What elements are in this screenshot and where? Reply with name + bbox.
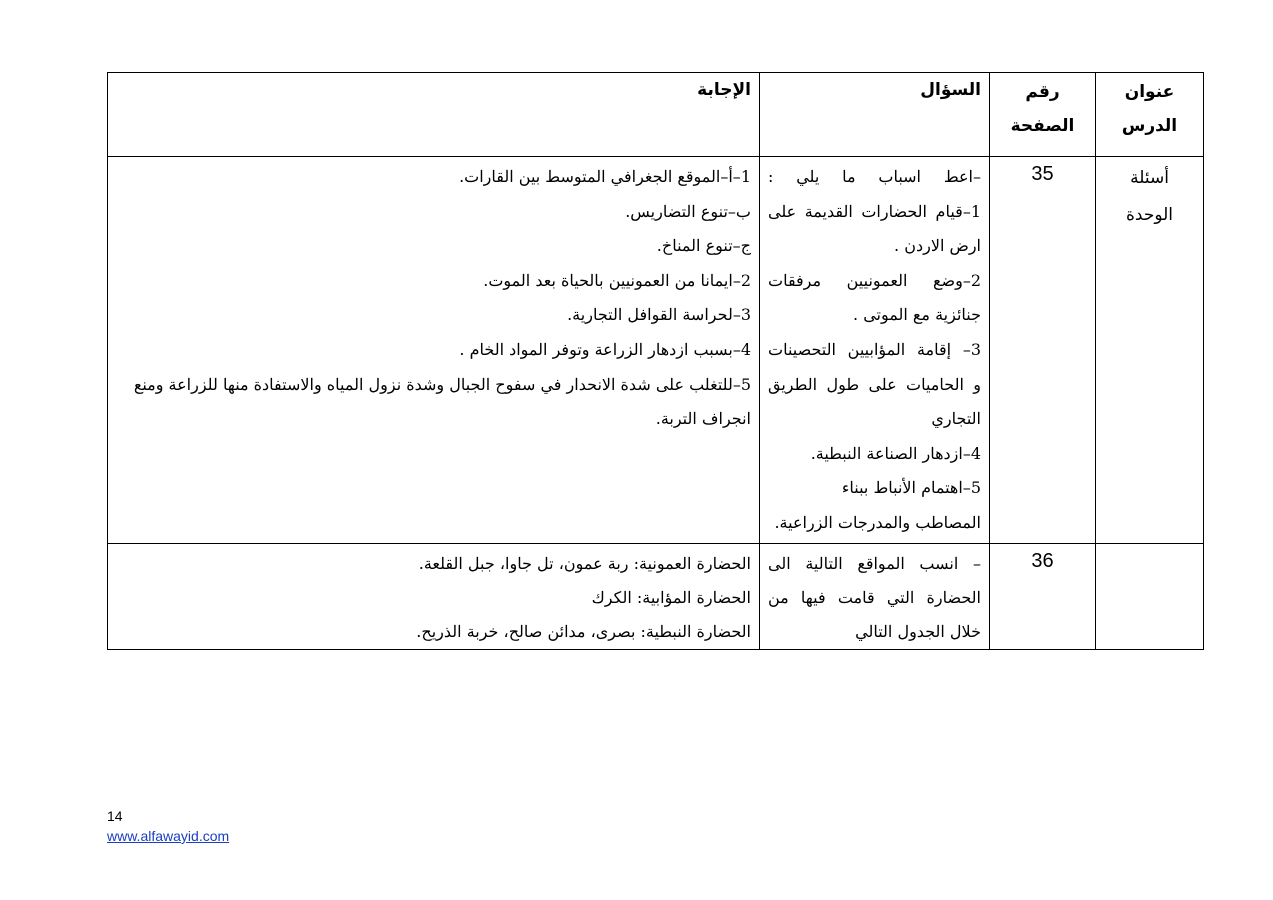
question-line: المصاطب والمدرجات الزراعية. — [774, 512, 981, 532]
question-line: الحضارة التي قامت فيها من — [768, 588, 981, 607]
question-line: –اعط اسباب ما يلي : — [768, 167, 981, 186]
lesson-table — [107, 72, 1204, 650]
question-cell — [760, 157, 990, 544]
page-number: 14 — [107, 808, 123, 824]
answer-line: ج–تنوع المناخ. — [656, 236, 751, 256]
lesson-title-line1: أسئلة — [1130, 168, 1169, 188]
question-line: 5–اهتمام الأنباط ببناء — [841, 478, 981, 498]
question-line: 1–قيام الحضارات القديمة على — [768, 201, 981, 221]
answer-line: 3–لحراسة القوافل التجارية. — [567, 305, 751, 325]
question-line: و الحاميات على طول الطريق — [768, 374, 981, 394]
answer-line: 5–للتغلب على شدة الانحدار في سفوح الجبال وشدة نزول المياه والاستفادة منها للزراعة ومنع — [133, 374, 751, 394]
header-lesson-title-line1: عنوان — [1124, 82, 1175, 102]
answer-line: الحضارة المؤابية: الكرك — [591, 588, 751, 607]
lesson-title-line2: الوحدة — [1125, 205, 1174, 225]
table-header-row — [108, 73, 1204, 157]
question-line: جنائزية مع الموتى . — [853, 305, 981, 325]
lesson-title-cell — [1096, 157, 1204, 544]
question-line: – انسب المواقع التالية الى — [768, 554, 981, 573]
question-line: ارض الاردن . — [894, 236, 981, 256]
question-line: التجاري — [931, 409, 981, 429]
answer-cell — [108, 157, 760, 544]
answer-line: 2–ايمانا من العمونيين بالحياة بعد الموت. — [483, 270, 751, 290]
question-line: خلال الجدول التالي — [855, 622, 981, 641]
answer-line: 1–أ–الموقع الجغرافي المتوسط بين القارات. — [459, 167, 751, 186]
lesson-title-cell — [1096, 544, 1204, 650]
header-lesson-title — [1096, 73, 1204, 157]
header-page-line1: رقم — [1025, 82, 1060, 102]
question-line: 4–ازدهار الصناعة النبطية. — [810, 443, 981, 463]
answer-line: الحضارة العمونية: ربة عمون، تل جاوا، جبل القلعة. — [418, 554, 751, 573]
header-lesson-title-line2: الدرس — [1121, 116, 1178, 136]
table-row — [108, 157, 1204, 544]
question-line: 2–وضع العمونيين مرفقات — [768, 270, 981, 290]
table-row — [108, 544, 1204, 650]
header-answer: الإجابة — [108, 73, 760, 157]
answer-line: ب–تنوع التضاريس. — [625, 201, 751, 221]
page-number-cell: 35 — [990, 157, 1096, 544]
page-number-cell: 36 — [990, 544, 1096, 650]
header-page-number — [990, 73, 1096, 157]
answer-cell — [108, 544, 760, 650]
header-question: السؤال — [760, 73, 990, 157]
answer-line: انجراف التربة. — [655, 409, 751, 429]
question-cell — [760, 544, 990, 650]
question-line: 3– إقامة المؤابيين التحصينات — [768, 339, 981, 359]
answer-line: 4–بسبب ازدهار الزراعة وتوفر المواد الخام . — [459, 339, 751, 359]
header-page-line2: الصفحة — [1010, 116, 1075, 136]
answer-line: الحضارة النبطية: بصرى، مدائن صالح، خربة الذريح. — [416, 622, 751, 641]
website-link[interactable]: www.alfawayid.com — [107, 828, 230, 844]
